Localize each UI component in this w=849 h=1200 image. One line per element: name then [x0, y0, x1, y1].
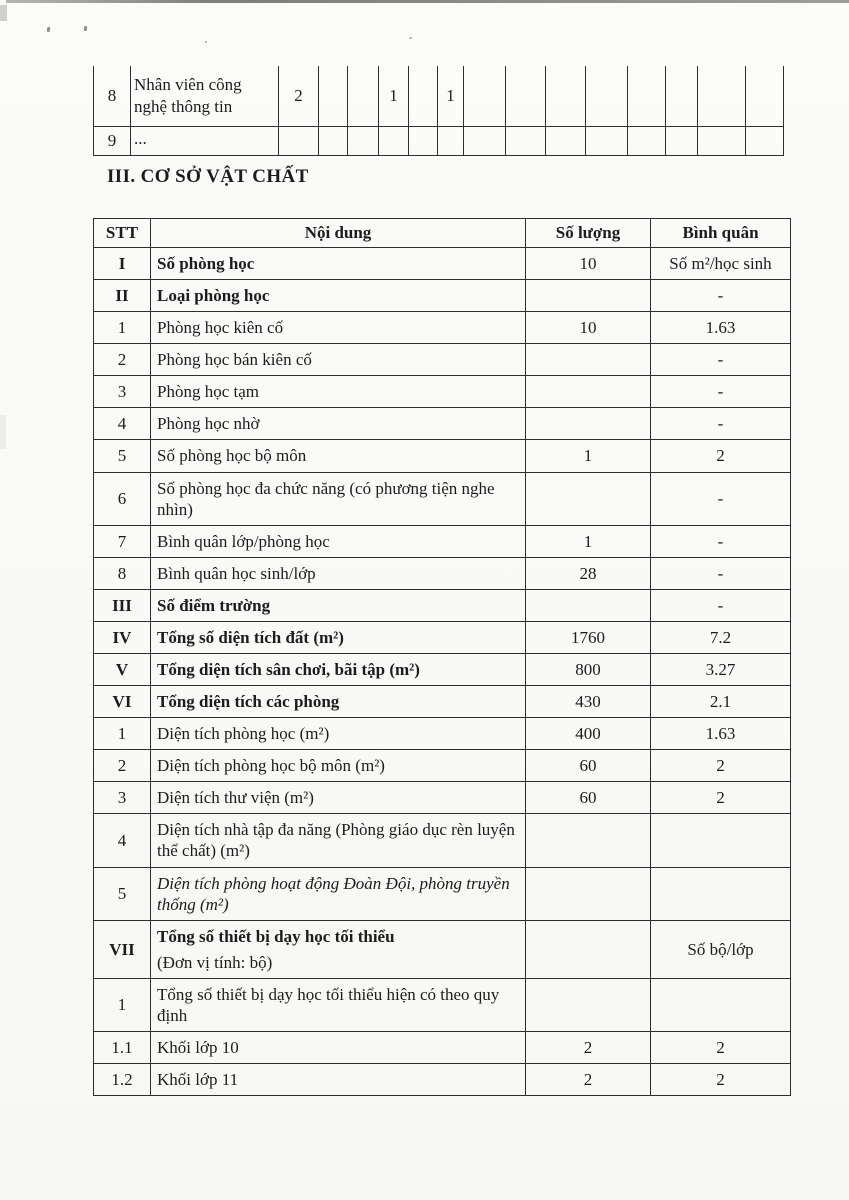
row-average-cell: 2: [651, 1032, 791, 1064]
header-quantity: Số lượng: [526, 219, 651, 248]
row-quantity-cell: 430: [526, 686, 651, 718]
table-row: [94, 867, 791, 920]
row-content-cell: [151, 1032, 526, 1064]
row-content-text: Diện tích phòng học (m²): [157, 724, 330, 744]
row-content-cell: [151, 867, 526, 920]
row-number-cell: 5: [94, 440, 151, 472]
staff-value-cell: [506, 66, 546, 126]
table-row: [94, 344, 791, 376]
staff-value-cell: [698, 66, 746, 126]
table-row: [94, 312, 791, 344]
row-quantity-cell: [526, 978, 651, 1031]
row-quantity-cell: 1: [526, 525, 651, 557]
row-average-cell: [651, 814, 791, 867]
staff-value-cell: [464, 66, 506, 126]
staff-value-cell: [746, 127, 784, 155]
row-content-text: Loại phòng học: [157, 286, 270, 306]
row-content-text: Phòng học kiên cố: [157, 318, 284, 338]
row-content-cell: [151, 814, 526, 867]
facilities-table: [93, 218, 791, 1096]
staff-table-row: [94, 66, 784, 127]
row-number-cell: 4: [94, 814, 151, 867]
scan-speck: [409, 37, 412, 39]
row-content-text: Tổng diện tích sân chơi, bãi tập (m²): [157, 660, 420, 680]
table-row: [94, 782, 791, 814]
row-quantity-cell: [526, 472, 651, 525]
table-row: [94, 248, 791, 280]
table-row: [94, 472, 791, 525]
table-row: [94, 1064, 791, 1096]
table-header-row: [94, 219, 791, 248]
row-number-cell: III: [94, 589, 151, 621]
row-content-text: Số phòng học đa chức năng (có phương tiện nghe nhìn): [157, 478, 495, 519]
staff-row-number: 8: [94, 66, 131, 126]
row-content-text: Phòng học bán kiên cố: [157, 350, 312, 370]
row-content-cell: [151, 312, 526, 344]
row-number-cell: 1: [94, 718, 151, 750]
row-content-text: Số phòng học: [157, 254, 255, 273]
row-content-cell: [151, 557, 526, 589]
row-average-cell: -: [651, 280, 791, 312]
row-quantity-cell: [526, 814, 651, 867]
row-content-cell: [151, 344, 526, 376]
staff-value-cell: [506, 127, 546, 155]
row-content-cell: [151, 408, 526, 440]
row-content-text: Số điểm trường: [157, 595, 271, 615]
table-row: [94, 1032, 791, 1064]
row-number-cell: 5: [94, 867, 151, 920]
row-quantity-cell: [526, 376, 651, 408]
staff-value-cell: [319, 66, 348, 126]
scan-speck: [205, 41, 207, 43]
row-content-cell: [151, 525, 526, 557]
scan-speck: [84, 26, 88, 31]
header-stt: STT: [94, 219, 151, 248]
row-number-cell: 1: [94, 978, 151, 1031]
row-content-text: Khối lớp 10: [157, 1038, 239, 1058]
row-average-cell: 2.1: [651, 686, 791, 718]
row-content-cell: [151, 920, 526, 978]
header-average: Bình quân: [651, 219, 791, 248]
row-average-cell: 1.63: [651, 312, 791, 344]
row-number-cell: 1.1: [94, 1032, 151, 1064]
row-average-cell: 2: [651, 1064, 791, 1096]
staff-table-row: [94, 127, 784, 156]
staff-value-cell: [746, 66, 784, 126]
header-content: Nội dung: [151, 219, 526, 248]
row-content-text: Phòng học nhờ: [157, 414, 260, 434]
row-quantity-cell: 28: [526, 557, 651, 589]
row-quantity-cell: 2: [526, 1032, 651, 1064]
row-content-text: Diện tích nhà tập đa năng (Phòng giáo dục rèn luyện thể chất) (m²): [157, 820, 515, 861]
row-content-text: Tổng diện tích các phòng: [157, 692, 340, 712]
staff-value-cell: [348, 66, 379, 126]
row-average-cell: 2: [651, 782, 791, 814]
row-number-cell: IV: [94, 621, 151, 653]
row-quantity-cell: 10: [526, 248, 651, 280]
section-heading: III. CƠ SỞ VẬT CHẤT: [107, 166, 309, 187]
staff-value-cell: [628, 66, 666, 126]
row-content-cell: [151, 376, 526, 408]
row-quantity-cell: [526, 280, 651, 312]
row-average-cell: 1.63: [651, 718, 791, 750]
row-average-cell: -: [651, 472, 791, 525]
table-row: [94, 589, 791, 621]
row-content-cell: [151, 718, 526, 750]
staff-row-title: ...: [131, 127, 279, 155]
row-quantity-cell: [526, 920, 651, 978]
row-average-cell: -: [651, 589, 791, 621]
table-row: [94, 408, 791, 440]
row-quantity-cell: 60: [526, 750, 651, 782]
row-content-cell: [151, 782, 526, 814]
staff-value-cell: [586, 66, 628, 126]
row-content-cell: [151, 280, 526, 312]
row-content-text: Tổng số thiết bị dạy học tối thiểu: [157, 926, 395, 946]
row-number-cell: II: [94, 280, 151, 312]
staff-row-number: 9: [94, 127, 131, 155]
row-number-cell: 7: [94, 525, 151, 557]
table-row: [94, 621, 791, 653]
row-quantity-cell: [526, 867, 651, 920]
row-content-text: Diện tích phòng học bộ môn (m²): [157, 756, 385, 776]
table-row: [94, 750, 791, 782]
row-average-cell: Số m²/học sinh: [651, 248, 791, 280]
row-number-cell: 1: [94, 312, 151, 344]
row-content-cell: [151, 654, 526, 686]
staff-value-cell: [666, 127, 698, 155]
staff-row-values: [279, 66, 784, 126]
row-number-cell: 6: [94, 472, 151, 525]
row-quantity-cell: 1: [526, 440, 651, 472]
staff-value-cell: [546, 66, 586, 126]
table-row: [94, 920, 791, 978]
table-row: [94, 686, 791, 718]
row-content-text: Diện tích thư viện (m²): [157, 788, 314, 808]
staff-value-cell: 2: [279, 66, 319, 126]
row-average-cell: 2: [651, 750, 791, 782]
table-row: [94, 978, 791, 1031]
row-content-text: Bình quân học sinh/lớp: [157, 563, 316, 583]
table-row: [94, 280, 791, 312]
staff-value-cell: [409, 66, 438, 126]
row-content-text: Phòng học tạm: [157, 382, 259, 402]
staff-table: [93, 66, 784, 156]
staff-row-title: Nhân viên công nghệ thông tin: [131, 66, 279, 126]
row-quantity-cell: 400: [526, 718, 651, 750]
row-content-cell: [151, 248, 526, 280]
row-content-text: Diện tích phòng hoạt động Đoàn Đội, phòng truyền thống (m²): [157, 873, 510, 914]
row-content-cell: [151, 440, 526, 472]
row-average-cell: -: [651, 408, 791, 440]
row-number-cell: 4: [94, 408, 151, 440]
scan-edge-line: [6, 0, 849, 3]
row-content-text: Tổng số thiết bị dạy học tối thiểu hiện có theo quy định: [157, 984, 500, 1025]
row-content-cell: [151, 978, 526, 1031]
row-average-cell: 2: [651, 440, 791, 472]
row-average-cell: -: [651, 557, 791, 589]
row-number-cell: 2: [94, 344, 151, 376]
table-row: [94, 557, 791, 589]
staff-value-cell: [586, 127, 628, 155]
row-number-cell: I: [94, 248, 151, 280]
table-row: [94, 718, 791, 750]
row-content-text: Khối lớp 11: [157, 1070, 239, 1090]
row-quantity-cell: [526, 344, 651, 376]
scan-speck: [47, 27, 51, 33]
row-number-cell: 3: [94, 782, 151, 814]
row-average-cell: 7.2: [651, 621, 791, 653]
row-number-cell: 2: [94, 750, 151, 782]
row-average-cell: -: [651, 344, 791, 376]
row-number-cell: V: [94, 654, 151, 686]
table-row: [94, 440, 791, 472]
row-number-cell: VII: [94, 920, 151, 978]
scan-corner-mark: [0, 5, 7, 21]
staff-value-cell: [348, 127, 379, 155]
staff-value-cell: 1: [379, 66, 409, 126]
staff-value-cell: [666, 66, 698, 126]
row-average-cell: [651, 978, 791, 1031]
staff-value-cell: [279, 127, 319, 155]
staff-value-cell: [409, 127, 438, 155]
row-content-cell: [151, 750, 526, 782]
row-content-text: Tổng số diện tích đất (m²): [157, 627, 344, 647]
row-quantity-cell: 1760: [526, 621, 651, 653]
staff-value-cell: [698, 127, 746, 155]
row-content-text: Số phòng học bộ môn: [157, 446, 307, 466]
table-row: [94, 525, 791, 557]
staff-value-cell: [379, 127, 409, 155]
row-average-cell: -: [651, 376, 791, 408]
row-average-cell: [651, 867, 791, 920]
staff-value-cell: [438, 127, 464, 155]
staff-value-cell: [546, 127, 586, 155]
row-content-text: Bình quân lớp/phòng học: [157, 531, 330, 551]
table-row: [94, 376, 791, 408]
row-content-subtext: (Đơn vị tính: bộ): [157, 952, 273, 972]
row-content-cell: [151, 686, 526, 718]
staff-value-cell: 1: [438, 66, 464, 126]
row-quantity-cell: [526, 589, 651, 621]
table-row: [94, 814, 791, 867]
row-average-cell: -: [651, 525, 791, 557]
staff-row-values: [279, 127, 784, 155]
row-content-cell: [151, 1064, 526, 1096]
row-number-cell: 3: [94, 376, 151, 408]
row-average-cell: Số bộ/lớp: [651, 920, 791, 978]
row-content-cell: [151, 472, 526, 525]
row-number-cell: 8: [94, 557, 151, 589]
row-number-cell: VI: [94, 686, 151, 718]
row-quantity-cell: 800: [526, 654, 651, 686]
row-quantity-cell: 60: [526, 782, 651, 814]
row-average-cell: 3.27: [651, 654, 791, 686]
staff-value-cell: [628, 127, 666, 155]
staff-value-cell: [464, 127, 506, 155]
row-quantity-cell: [526, 408, 651, 440]
staff-value-cell: [319, 127, 348, 155]
row-number-cell: 1.2: [94, 1064, 151, 1096]
row-content-cell: [151, 621, 526, 653]
row-quantity-cell: 10: [526, 312, 651, 344]
row-quantity-cell: 2: [526, 1064, 651, 1096]
scan-smudge: [0, 415, 6, 449]
table-row: [94, 654, 791, 686]
row-content-cell: [151, 589, 526, 621]
